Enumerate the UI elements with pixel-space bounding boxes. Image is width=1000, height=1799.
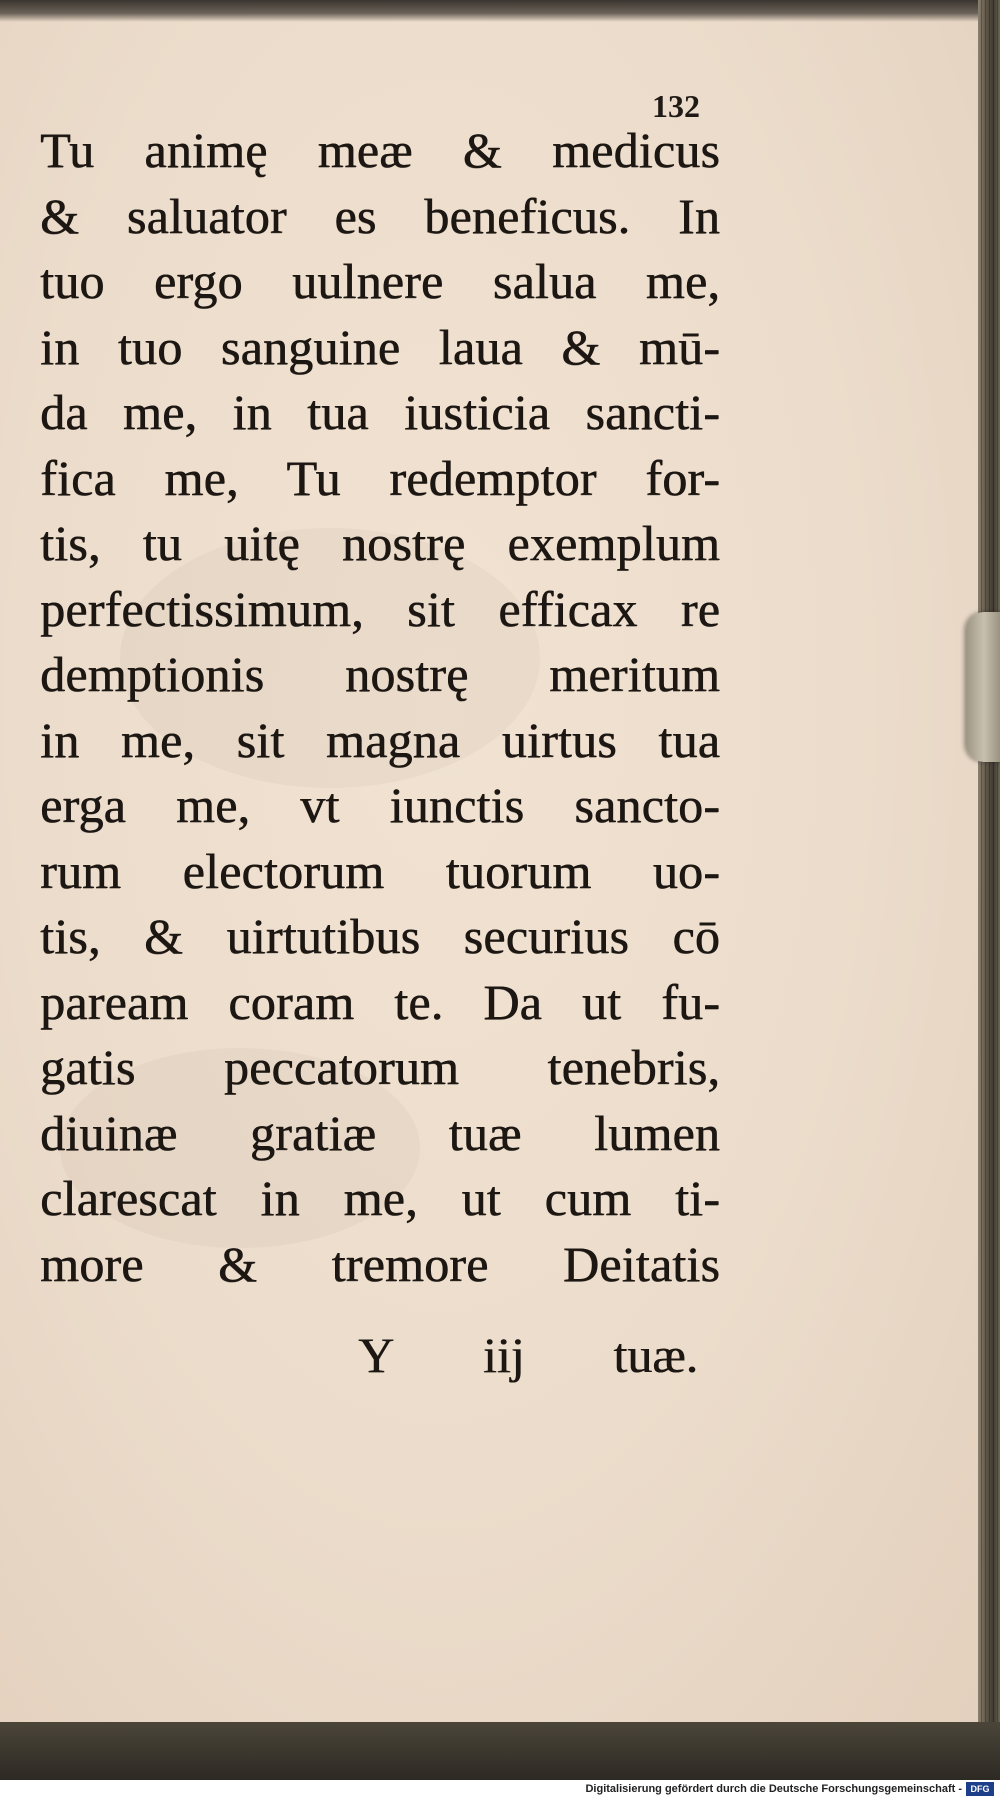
top-shadow xyxy=(0,0,1000,22)
text-line: tuo ergo uulnere salua me, xyxy=(40,253,720,309)
text-line: erga me, vt iunctis sancto- xyxy=(40,777,720,833)
text-line: in tuo sanguine laua & mū- xyxy=(40,318,720,375)
text-line: rum electorum tuorum uo- xyxy=(40,842,720,899)
text-line: tis, tu uitę nostrę exemplum xyxy=(40,515,720,571)
bottom-shadow xyxy=(0,1722,1000,1780)
text-line: tis, & uirtutibus securius cō xyxy=(40,908,720,964)
dfg-logo: DFG xyxy=(966,1782,994,1796)
signature-letter: Y xyxy=(358,1327,395,1383)
catchword: tuæ. xyxy=(613,1327,698,1383)
text-line: more & tremore Deitatis xyxy=(40,1235,720,1292)
fore-edge-leaves xyxy=(978,0,1000,1780)
text-line: perfectissimum, sit efficax re xyxy=(40,580,720,637)
signature-line xyxy=(358,1326,698,1384)
text-line: Tu animę meæ & medicus xyxy=(40,122,720,178)
text-line: gatis peccatorum tenebris, xyxy=(40,1039,720,1095)
text-line: clarescat in me, ut cum ti- xyxy=(40,1170,720,1226)
text-line: da me, in tua iusticia sancti- xyxy=(40,384,720,440)
text-line: demptionis nostrę meritum xyxy=(40,646,720,702)
funding-credit: Digitalisierung gefördert durch die Deutsche Forschungsgemeinschaft - xyxy=(585,1783,962,1795)
body-text xyxy=(40,118,720,1297)
text-line: & saluator es beneficus. In xyxy=(40,187,720,244)
signature-number: iij xyxy=(482,1327,525,1383)
text-line: fica me, Tu redemptor for- xyxy=(40,449,720,506)
page-number: 132 xyxy=(652,88,700,124)
page-clip xyxy=(966,612,1000,762)
digitization-footer xyxy=(0,1780,1000,1799)
text-line: paream coram te. Da ut fu- xyxy=(40,973,720,1030)
text-line: diuinæ gratiæ tuæ lumen xyxy=(40,1104,720,1161)
text-line: in me, sit magna uirtus tua xyxy=(40,711,720,768)
